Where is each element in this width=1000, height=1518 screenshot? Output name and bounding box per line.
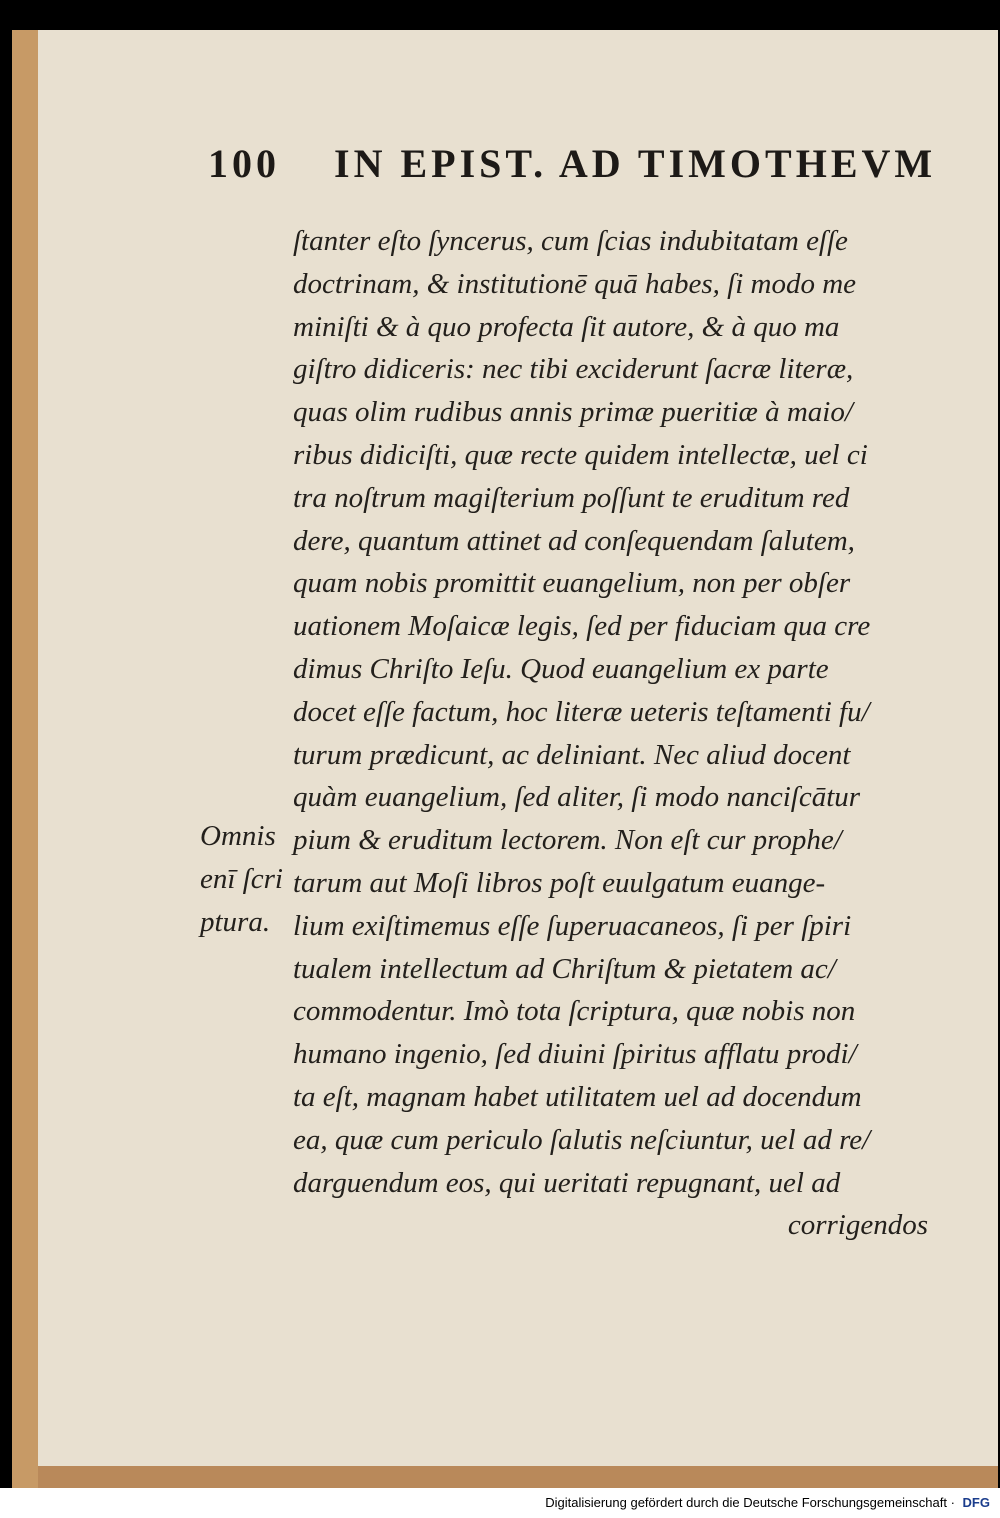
text-line: pium & eruditum lectorem. Non eſt cur prophe/ [293, 824, 842, 857]
text-line: humano ingenio, ſed diuini ſpiritus afflatu prodi/ [293, 1038, 857, 1071]
text-line: commodentur. Imò tota ſcriptura, quæ nobis non [293, 995, 856, 1028]
page-header [208, 140, 968, 187]
catchword: corrigendos [787, 1209, 928, 1242]
marginal-note-line: ptura. [200, 905, 271, 938]
text-line: darguendum eos, qui ueritati repugnant, uel ad [293, 1166, 841, 1199]
text-line: tualem intellectum ad Chriſtum & pietatem ac/ [293, 952, 836, 985]
dfg-logo-icon: DFG [962, 1495, 990, 1510]
marginal-note-line: Omnis [200, 820, 276, 852]
text-line: turum prædicunt, ac deliniant. Nec aliud docent [293, 738, 851, 771]
running-title: IN EPIST. AD TIMOTHEVM [334, 141, 937, 186]
text-line: miniſti & à quo profecta ſit autore, & à quo ma [293, 310, 840, 343]
text-line: tra noſtrum magiſterium poſſunt te eruditum red [293, 481, 850, 514]
text-line: docet eſſe factum, hoc literæ ueteris teſtamenti fu/ [293, 695, 870, 728]
text-line: tarum aut Moſi libros poſt euulgatum euange- [293, 866, 826, 899]
text-line: quam nobis promittit euangelium, non per obſer [293, 567, 851, 600]
text-line: dere, quantum attinet ad conſequendam ſalutem, [293, 524, 855, 557]
text-line: doctrinam, & institutionē quā habes, ſi modo me [293, 267, 857, 300]
text-line: quàm euangelium, ſed aliter, ſi modo nanciſcātur [293, 781, 861, 814]
text-line: quas olim rudibus annis primæ pueritiæ à maio/ [293, 396, 853, 429]
marginal-note [200, 815, 300, 943]
digitization-footer [0, 1488, 1000, 1518]
book-page [12, 30, 998, 1488]
body-text [293, 220, 958, 1247]
page-number: 100 [208, 141, 280, 186]
text-line: ſtanter eſto ſyncerus, cum ſcias indubitatam eſſe [293, 225, 848, 257]
marginal-note-line: enī ſcri [200, 862, 283, 895]
footer-credit: Digitalisierung gefördert durch die Deutsche Forschungsgemeinschaft · [545, 1495, 955, 1510]
text-line: ea, quæ cum periculo ſalutis neſciuntur, uel ad re/ [293, 1123, 871, 1156]
text-line: giſtro didiceris: nec tibi exciderunt ſacræ literæ, [293, 353, 854, 386]
text-line: dimus Chriſto Ieſu. Quod euangelium ex parte [293, 652, 829, 685]
text-line: lium exiſtimemus eſſe ſuperuacaneos, ſi per ſpiri [293, 909, 852, 942]
text-line: uationem Moſaicæ legis, ſed per fiduciam qua cre [293, 610, 871, 643]
text-line: ribus didiciſti, quæ recte quidem intellectæ, uel ci [293, 438, 868, 471]
text-line: ta eſt, magnam habet utilitatem uel ad docendum [293, 1080, 862, 1113]
